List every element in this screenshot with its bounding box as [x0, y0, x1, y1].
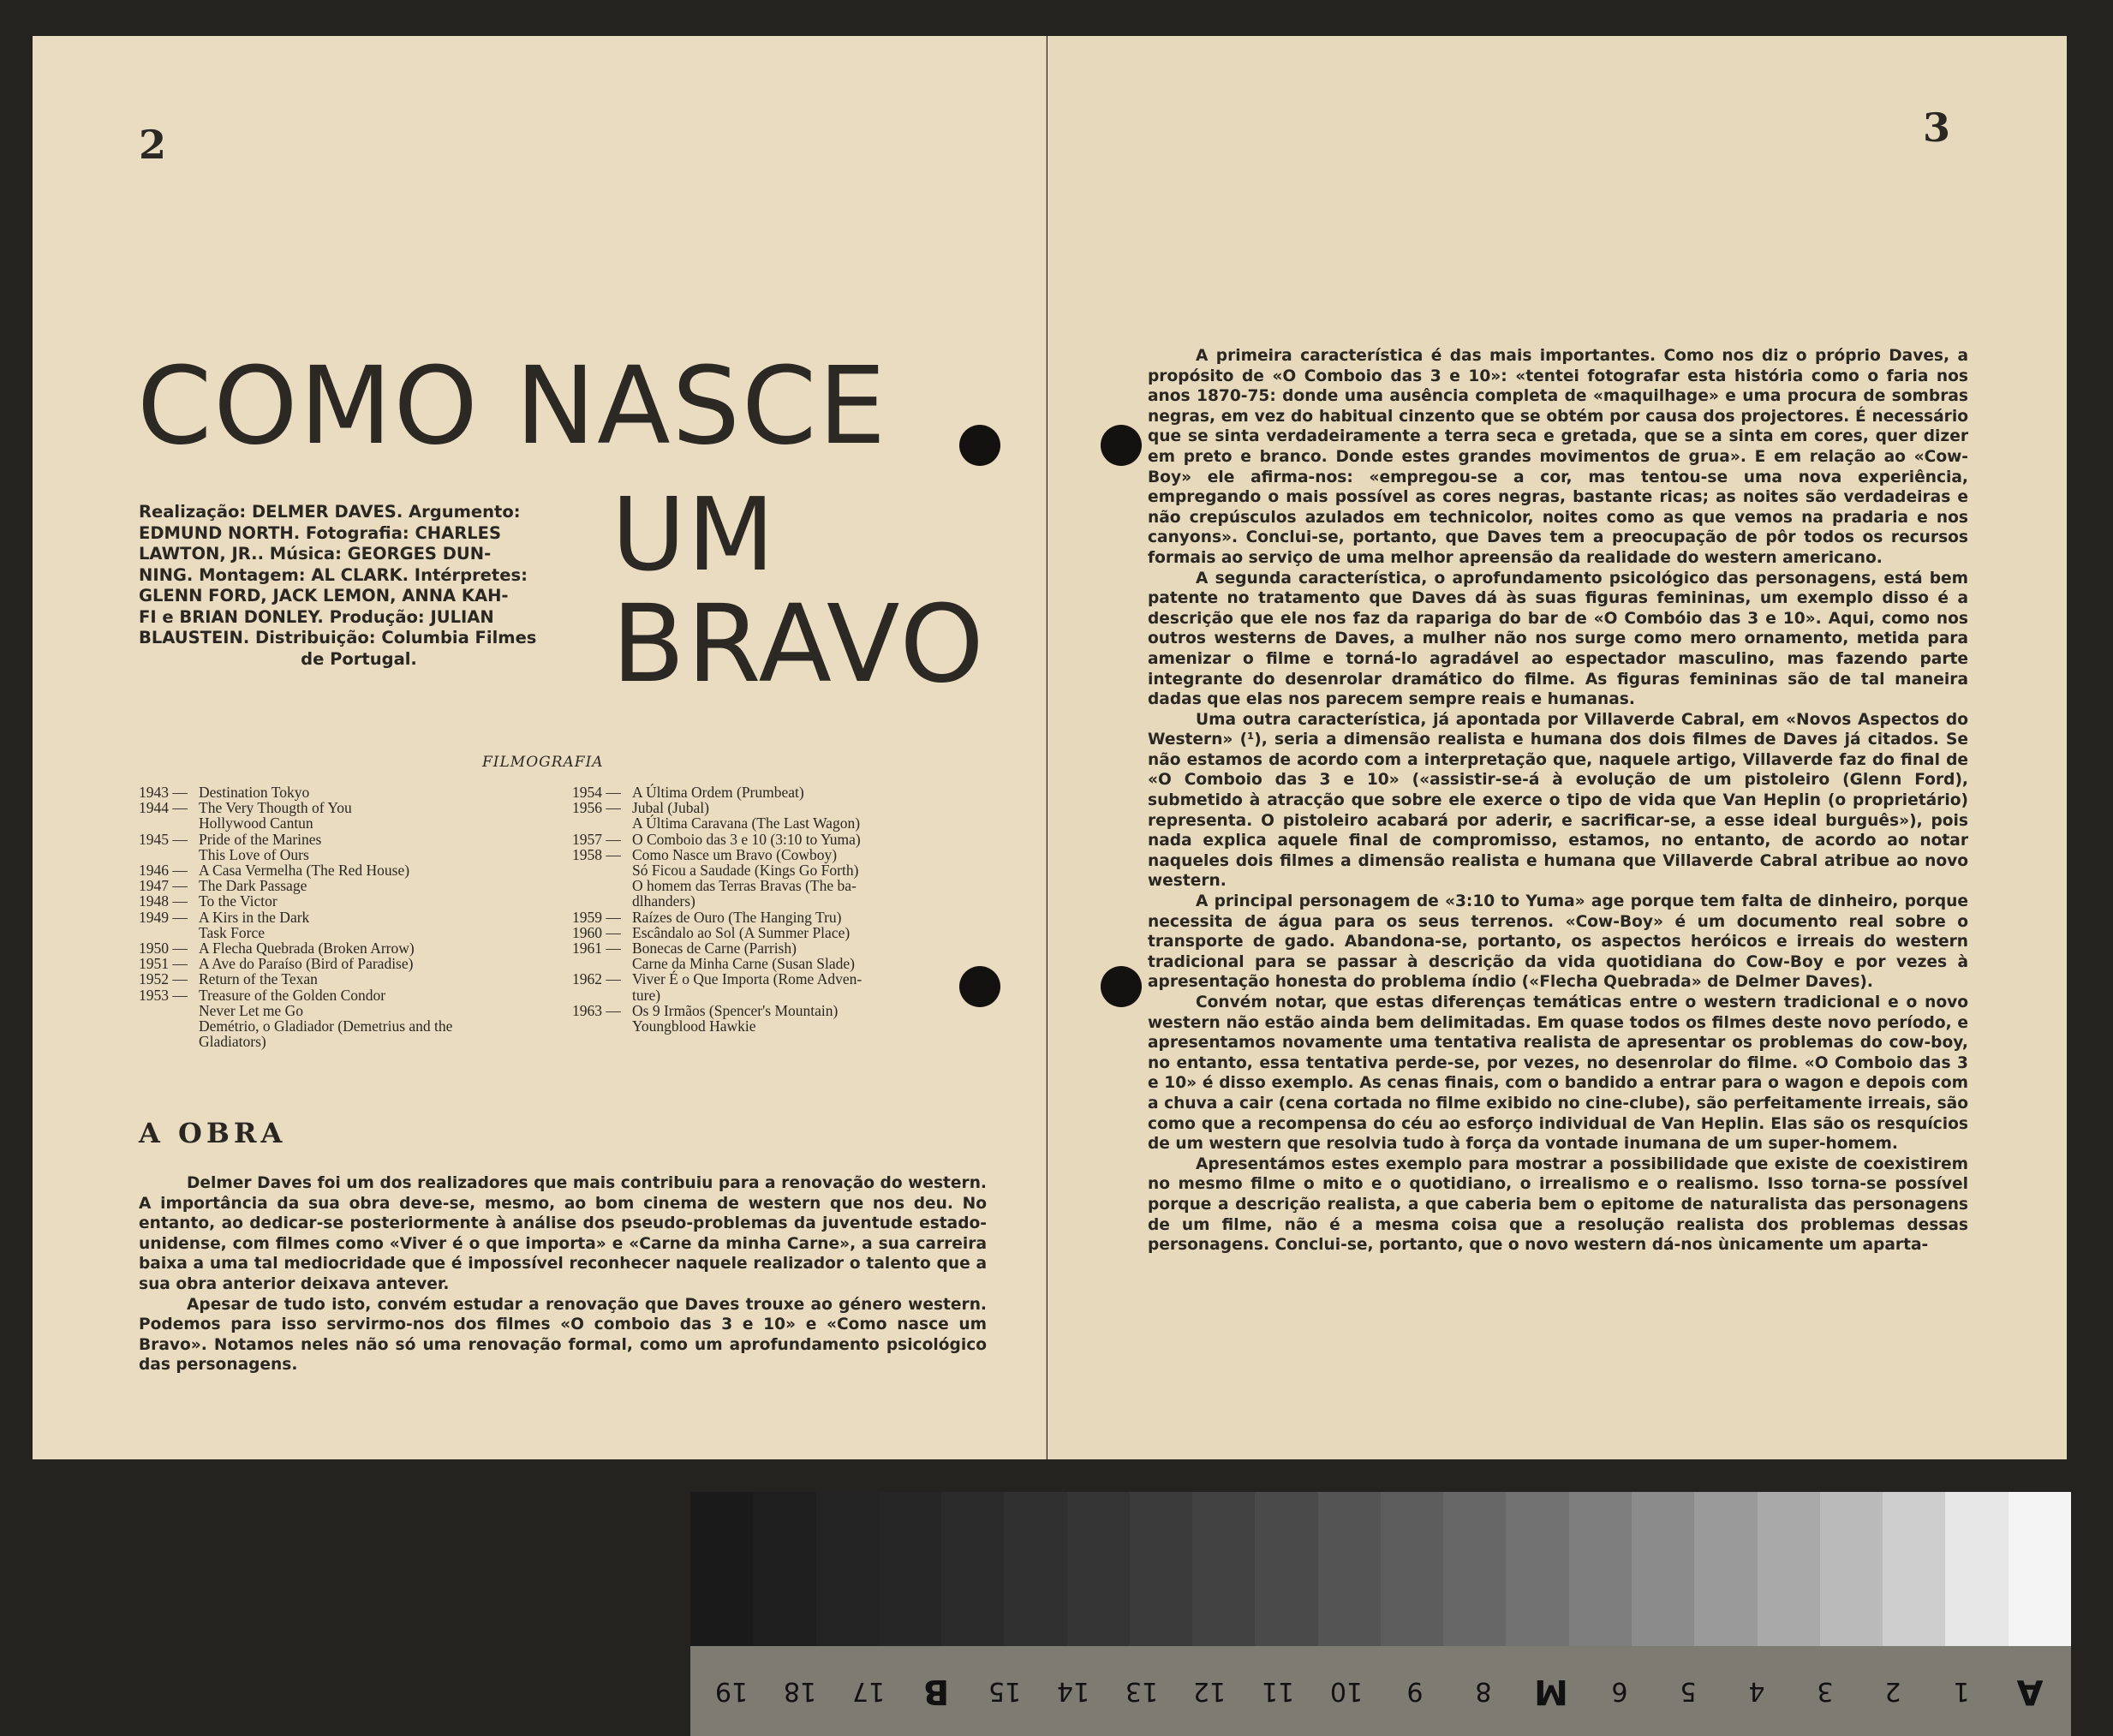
left-page	[33, 36, 1047, 1459]
punch-hole	[1101, 425, 1142, 466]
filmography-column-left	[139, 784, 452, 1049]
gray-swatch	[1318, 1492, 1381, 1646]
filmography-entry	[139, 956, 452, 971]
ruler-label: 11	[1262, 1676, 1295, 1706]
gray-swatch	[879, 1492, 941, 1646]
credits-line: NING. Montagem: AL CLARK. Intérpretes:	[139, 564, 528, 585]
gray-swatch	[690, 1492, 753, 1646]
paragraph: A primeira característica é das mais importantes. Como nos diz o próprio Daves, a propósito de «O Comboio das 3 e 10»: «tentei fotografar esta história como o faria nos anos 1870-75: donde uma ausência completa de «maquilhage» e uma procura de sombras negras, em vez do habitual cinzento que se obtém por causa dos projectores. É necessário que se sinta verdadeiramente a terra seca e gretada, que se a sinta em cores, quer dizer em preto e branco. Donde estes grandes movimentos de grua». E em relação ao «Cow-Boy» ele afirma-nos: «empregou-se a cor, mas tentou-se uma nova experiência, empregando o mais possível as cores negras, bastante ricas; as noites são verdadeiras e não crepúsculos azulados em technicolor, noites como as que vemos na pradaria e nos canyons». Conclui-se, portanto, que Daves tem a preocupação de pôr todos os recursos formais ao serviço de uma melhor apreensão da realidade do western americano.	[1148, 347, 1968, 567]
filmography-entry	[572, 847, 862, 862]
paragraph: Uma outra característica, já apontada por Villaverde Cabral, em «Novos Aspectos do Western» (¹), seria a dimensão realista e humana dos dois filmes de Daves já citados. Se não estamos de acordo com a interpretação que, naquele artigo, Villaverde faz do final de «O Comboio das 3 e 10» («assistir-se-á à evolução de um pistoleiro (Glenn Ford), submetido à atracção que sobre ele exerce o tipo de vida que Van Heplin (o proprietário) representa. O pistoleiro acabará por aderir, e sacrificar-se, a esse ideal burguês»), pois nada explica aquele final de compromisso, estamos, no entanto, de acordo ao notar naqueles dois filmes a dimensão realista e humana que Villaverde Cabral atribue ao novo western.	[1148, 710, 1968, 891]
filmography-entry	[139, 925, 452, 940]
gray-swatch	[1443, 1492, 1506, 1646]
filmography-entry	[572, 862, 862, 878]
gray-swatch	[1130, 1492, 1192, 1646]
filmography-film-title: Jubal (Jubal)	[632, 799, 709, 817]
filmography-year: 1950 —	[139, 940, 188, 957]
gray-swatch	[1255, 1492, 1317, 1646]
filmography-entry	[139, 832, 452, 847]
filmography-entry	[572, 878, 862, 893]
filmography-year: 1960 —	[572, 923, 621, 941]
credits-line: BLAUSTEIN. Distribuição: Columbia Filmes	[139, 628, 537, 647]
gray-swatch	[1820, 1492, 1883, 1646]
section-title: A OBRA	[139, 1117, 287, 1149]
ruler-label: 8	[1475, 1676, 1492, 1706]
paragraph: Apresentámos estes exemplo para mostrar a possibilidade que existe de coexistirem no mesmo filme o mito e o quotidiano, o irrealismo e o realismo. Isso torna-se possível porque a descrição realista, a que caberia bem o epitome de naturalista das personagens de um filme, não é a mesma coisa que a resolução realista dos problemas dessas personagens. Conclui-se, portanto, que o novo western dá-nos ùnicamente um aparta-	[1148, 1154, 1968, 1255]
gray-swatch	[753, 1492, 815, 1646]
filmography-entry	[139, 800, 452, 815]
left-body-text	[139, 1173, 987, 1375]
gray-swatch	[1506, 1492, 1568, 1646]
filmography-film-title: Never Let me Go	[199, 1001, 303, 1019]
filmography-column-right	[572, 784, 862, 1034]
right-page	[1048, 36, 2067, 1459]
filmography-entry	[572, 1003, 862, 1018]
filmography-film-title: A Última Ordem (Prumbeat)	[632, 784, 804, 801]
filmography-film-title: Destination Tokyo	[199, 784, 310, 801]
ruler-label: 4	[1748, 1676, 1765, 1706]
filmography-entry	[139, 878, 452, 893]
filmography-year: 1944 —	[139, 799, 188, 817]
filmography-film-title: Carne da Minha Carne (Susan Slade)	[632, 955, 855, 973]
filmography-film-title: The Very Thougth of You	[199, 799, 352, 817]
gray-swatch	[1004, 1492, 1066, 1646]
filmography-film-title: Os 9 Irmãos (Spencer's Mountain)	[632, 1001, 839, 1019]
filmography-entry	[572, 784, 862, 800]
filmography-film-title: dlhanders)	[632, 892, 695, 910]
filmography-entry	[139, 893, 452, 909]
filmography-film-title: ture)	[632, 986, 661, 1004]
filmography-year: 1962 —	[572, 970, 621, 988]
punch-hole	[1101, 966, 1142, 1007]
filmography-year: 1949 —	[139, 908, 188, 926]
filmography-entry	[572, 1018, 862, 1034]
filmography-entry	[572, 832, 862, 847]
filmography-film-title: Youngblood Hawkie	[632, 1017, 756, 1035]
page-number: 3	[1923, 104, 1951, 151]
filmography-film-title: Escândalo ao Sol (A Summer Place)	[632, 923, 851, 941]
filmography-entry	[139, 847, 452, 862]
punch-hole	[959, 966, 1000, 1007]
ruler-label: 10	[1329, 1676, 1364, 1706]
ruler-label: 2	[1884, 1676, 1901, 1706]
filmography-film-title: Só Ficou a Saudade (Kings Go Forth)	[632, 862, 859, 880]
filmography-film-title: Demétrio, o Gladiador (Demetrius and the	[199, 1017, 453, 1035]
ruler-label: 3	[1816, 1676, 1834, 1706]
filmography-entry	[139, 1034, 452, 1049]
filmography-entry	[139, 1003, 452, 1018]
gray-swatch	[816, 1492, 879, 1646]
paragraph: A segunda característica, o aprofundamento psicológico das personagens, está bem patente no tratamento que Daves dá às suas figuras femininas, um exemplo disso é a descrição que ele nos faz da rapariga do bar de «O Combóio das 3 e 10». Aqui, como nos outros westerns de Daves, a mulher não nos surge como mero ornamento, metida para amenizar o filme e torná-lo agradável ao espectador masculino, mas fazendo parte integrante do desenrolar dramático do filme. As figuras femininas são de tal maneira dadas que elas nos parecem sempre reais e humanas.	[1148, 569, 1968, 709]
filmography-film-title: Treasure of the Golden Condor	[199, 986, 386, 1004]
filmography-year: 1961 —	[572, 940, 621, 957]
ruler-label: 9	[1406, 1676, 1424, 1706]
credits-line: GLENN FORD, JACK LEMON, ANNA KAH-	[139, 586, 509, 606]
filmography-film-title: This Love of Ours	[199, 845, 309, 863]
filmography-year: 1954 —	[572, 784, 621, 801]
page-number: 2	[139, 122, 167, 168]
filmography-entry	[139, 1018, 452, 1034]
ruler-label: 6	[1611, 1676, 1628, 1706]
filmography-year: 1957 —	[572, 830, 621, 848]
filmography-year: 1956 —	[572, 799, 621, 817]
filmography-film-title: Viver É o Que Importa (Rome Adven-	[632, 970, 863, 988]
ruler-label: 13	[1125, 1676, 1158, 1706]
filmography-entry	[139, 987, 452, 1003]
gray-swatch	[1945, 1492, 2008, 1646]
paragraph: Apesar de tudo isto, convém estudar a renovação que Daves trouxe ao género western. Podemos para isso servirmo-nos dos filmes «O comboio das 3 e 10» e «Como nasce um Bravo». Notamos neles não só uma renovação formal, como um aprofundamento psicológico das personagens.	[139, 1295, 987, 1375]
ruler-label: 1	[1953, 1676, 1970, 1706]
credits-block	[139, 502, 579, 670]
filmography-entry	[572, 940, 862, 956]
filmography-entry	[139, 784, 452, 800]
filmography-film-title: O homem das Terras Bravas (The ba-	[632, 877, 857, 895]
gray-swatch	[1883, 1492, 1945, 1646]
filmography-entry	[572, 987, 862, 1003]
filmography-year: 1943 —	[139, 784, 188, 801]
gray-swatch	[1632, 1492, 1694, 1646]
filmography-film-title: A Kirs in the Dark	[199, 908, 310, 926]
filmography-film-title: Hollywood Cantun	[199, 814, 313, 832]
filmography-entry	[572, 971, 862, 987]
filmography-year: 1963 —	[572, 1001, 621, 1019]
credits-line: LAWTON, JR.. Música: GEORGES DUN-	[139, 544, 492, 564]
filmography-film-title: Return of the Texan	[199, 970, 318, 988]
filmography-film-title: Task Force	[199, 923, 266, 941]
title-line-1: COMO NASCE	[137, 344, 888, 468]
gray-swatch	[1381, 1492, 1443, 1646]
ruler-label: 5	[1680, 1676, 1697, 1706]
gray-swatch	[1192, 1492, 1255, 1646]
filmography-title: FILMOGRAFIA	[482, 754, 604, 771]
title-line-3: BRAVO	[612, 582, 986, 707]
filmography-year: 1945 —	[139, 830, 188, 848]
filmography-year: 1947 —	[139, 877, 188, 895]
filmography-film-title: Bonecas de Carne (Parrish)	[632, 940, 797, 957]
filmography-entry	[572, 893, 862, 909]
ruler-label: 19	[714, 1676, 749, 1706]
filmography-entry	[572, 800, 862, 815]
filmography-entry	[139, 910, 452, 925]
gray-swatch	[941, 1492, 1004, 1646]
color-calibration-card	[690, 1492, 2071, 1736]
gray-swatch	[1569, 1492, 1632, 1646]
filmography-entry	[572, 925, 862, 940]
filmography-entry	[139, 940, 452, 956]
ruler-label: 12	[1193, 1676, 1227, 1706]
filmography-year: 1958 —	[572, 845, 621, 863]
ruler-label: B	[923, 1671, 950, 1711]
ruler-label: 17	[851, 1676, 885, 1706]
filmography-film-title: Pride of the Marines	[199, 830, 322, 848]
filmography-film-title: A Casa Vermelha (The Red House)	[199, 862, 410, 880]
filmography-film-title: Como Nasce um Bravo (Cowboy)	[632, 845, 838, 863]
gray-swatch	[1694, 1492, 1757, 1646]
punch-hole	[959, 425, 1000, 466]
gray-swatch	[1758, 1492, 1820, 1646]
scale-ruler	[690, 1646, 2071, 1736]
credits-line: FI e BRIAN DONLEY. Produção: JULIAN	[139, 606, 494, 627]
credits-line: Realização: DELMER DAVES. Argumento:	[139, 502, 521, 522]
ruler-label: 18	[783, 1676, 816, 1706]
filmography-entry	[572, 956, 862, 971]
ruler-label: M	[1534, 1671, 1569, 1711]
credits-line: de Portugal.	[301, 648, 417, 669]
filmography-year: 1951 —	[139, 955, 188, 973]
gray-scale-swatches	[690, 1492, 2071, 1646]
filmography-year: 1948 —	[139, 892, 188, 910]
paragraph: Convém notar, que estas diferenças temáticas entre o western tradicional e o novo western não estão ainda bem delimitadas. Em quase todos os filmes deste novo período, e apresentamos novamente uma tentativa realista de apresentar os problemas do cow-boy, no entanto, essa tentativa perde-se, por vezes, no desenrolar do filme. «O Comboio das 3 e 10» é disso exemplo. As cenas finais, com o bandido a entrar para o wagon e depois com a chuva a cair (cena cortada no filme exibido no cine-clube), são perfeitamente irreais, são como que a recompensa do céu ao esforço individual de Van Heplin. Elas são os resquícios de um western que resolvia tudo à força da vontade inumana de um super-homem.	[1148, 993, 1968, 1154]
credits-line: EDMUND NORTH. Fotografia: CHARLES	[139, 522, 502, 543]
filmography-entry	[139, 815, 452, 831]
filmography-year: 1959 —	[572, 908, 621, 926]
filmography-year: 1946 —	[139, 862, 188, 880]
gray-swatch	[1067, 1492, 1130, 1646]
title-line-2: UM	[612, 475, 777, 594]
filmography-film-title: To the Victor	[199, 892, 278, 910]
paragraph: A principal personagem de «3:10 to Yuma» age porque tem falta de dinheiro, porque necessita de água para os seus terrenos. «Cow-Boy» é um documento real sobre o transporte de gado. Abandona-se, portanto, os aspectos heróicos e irreais do western tradicional para se passar à descrição da vida quotidiana do Cow-Boy e por vezes à apresentação honesta do problema índio («Flecha Quebrada» de Delmer Daves).	[1148, 892, 1968, 992]
filmography-year: 1953 —	[139, 986, 188, 1004]
right-body-text	[1148, 346, 1968, 1256]
ruler-label: A	[2016, 1671, 2044, 1711]
filmography-film-title: Gladiators)	[199, 1033, 266, 1051]
filmography-entry	[572, 910, 862, 925]
filmography-film-title: A Flecha Quebrada (Broken Arrow)	[199, 940, 415, 957]
filmography-film-title: O Comboio das 3 e 10 (3:10 to Yuma)	[632, 830, 861, 848]
filmography-entry	[139, 862, 452, 878]
gray-swatch	[2009, 1492, 2071, 1646]
filmography-film-title: A Ave do Paraíso (Bird of Paradise)	[199, 955, 414, 973]
filmography-entry	[572, 815, 862, 831]
ruler-label: 14	[1056, 1676, 1089, 1706]
ruler-label: 15	[988, 1676, 1022, 1706]
filmography-film-title: A Última Caravana (The Last Wagon)	[632, 814, 861, 832]
filmography-year: 1952 —	[139, 970, 188, 988]
paragraph: Delmer Daves foi um dos realizadores que mais contribuiu para a renovação do western. A importância da sua obra deve-se, mesmo, ao bom cinema de western que nos deu. No entanto, ao dedicar-se posteriormente à análise dos pseudo-problemas da juventude estado-unidense, com filmes como «Viver é o que importa» e «Carne da minha Carne», a sua carreira baixa a uma tal mediocridade que é impossível reconhecer naquele realizador o talento que a sua obra anterior deixava antever.	[139, 1174, 987, 1293]
filmography-entry	[139, 971, 452, 987]
filmography-film-title: The Dark Passage	[199, 877, 307, 895]
filmography-film-title: Raízes de Ouro (The Hanging Tru)	[632, 908, 842, 926]
